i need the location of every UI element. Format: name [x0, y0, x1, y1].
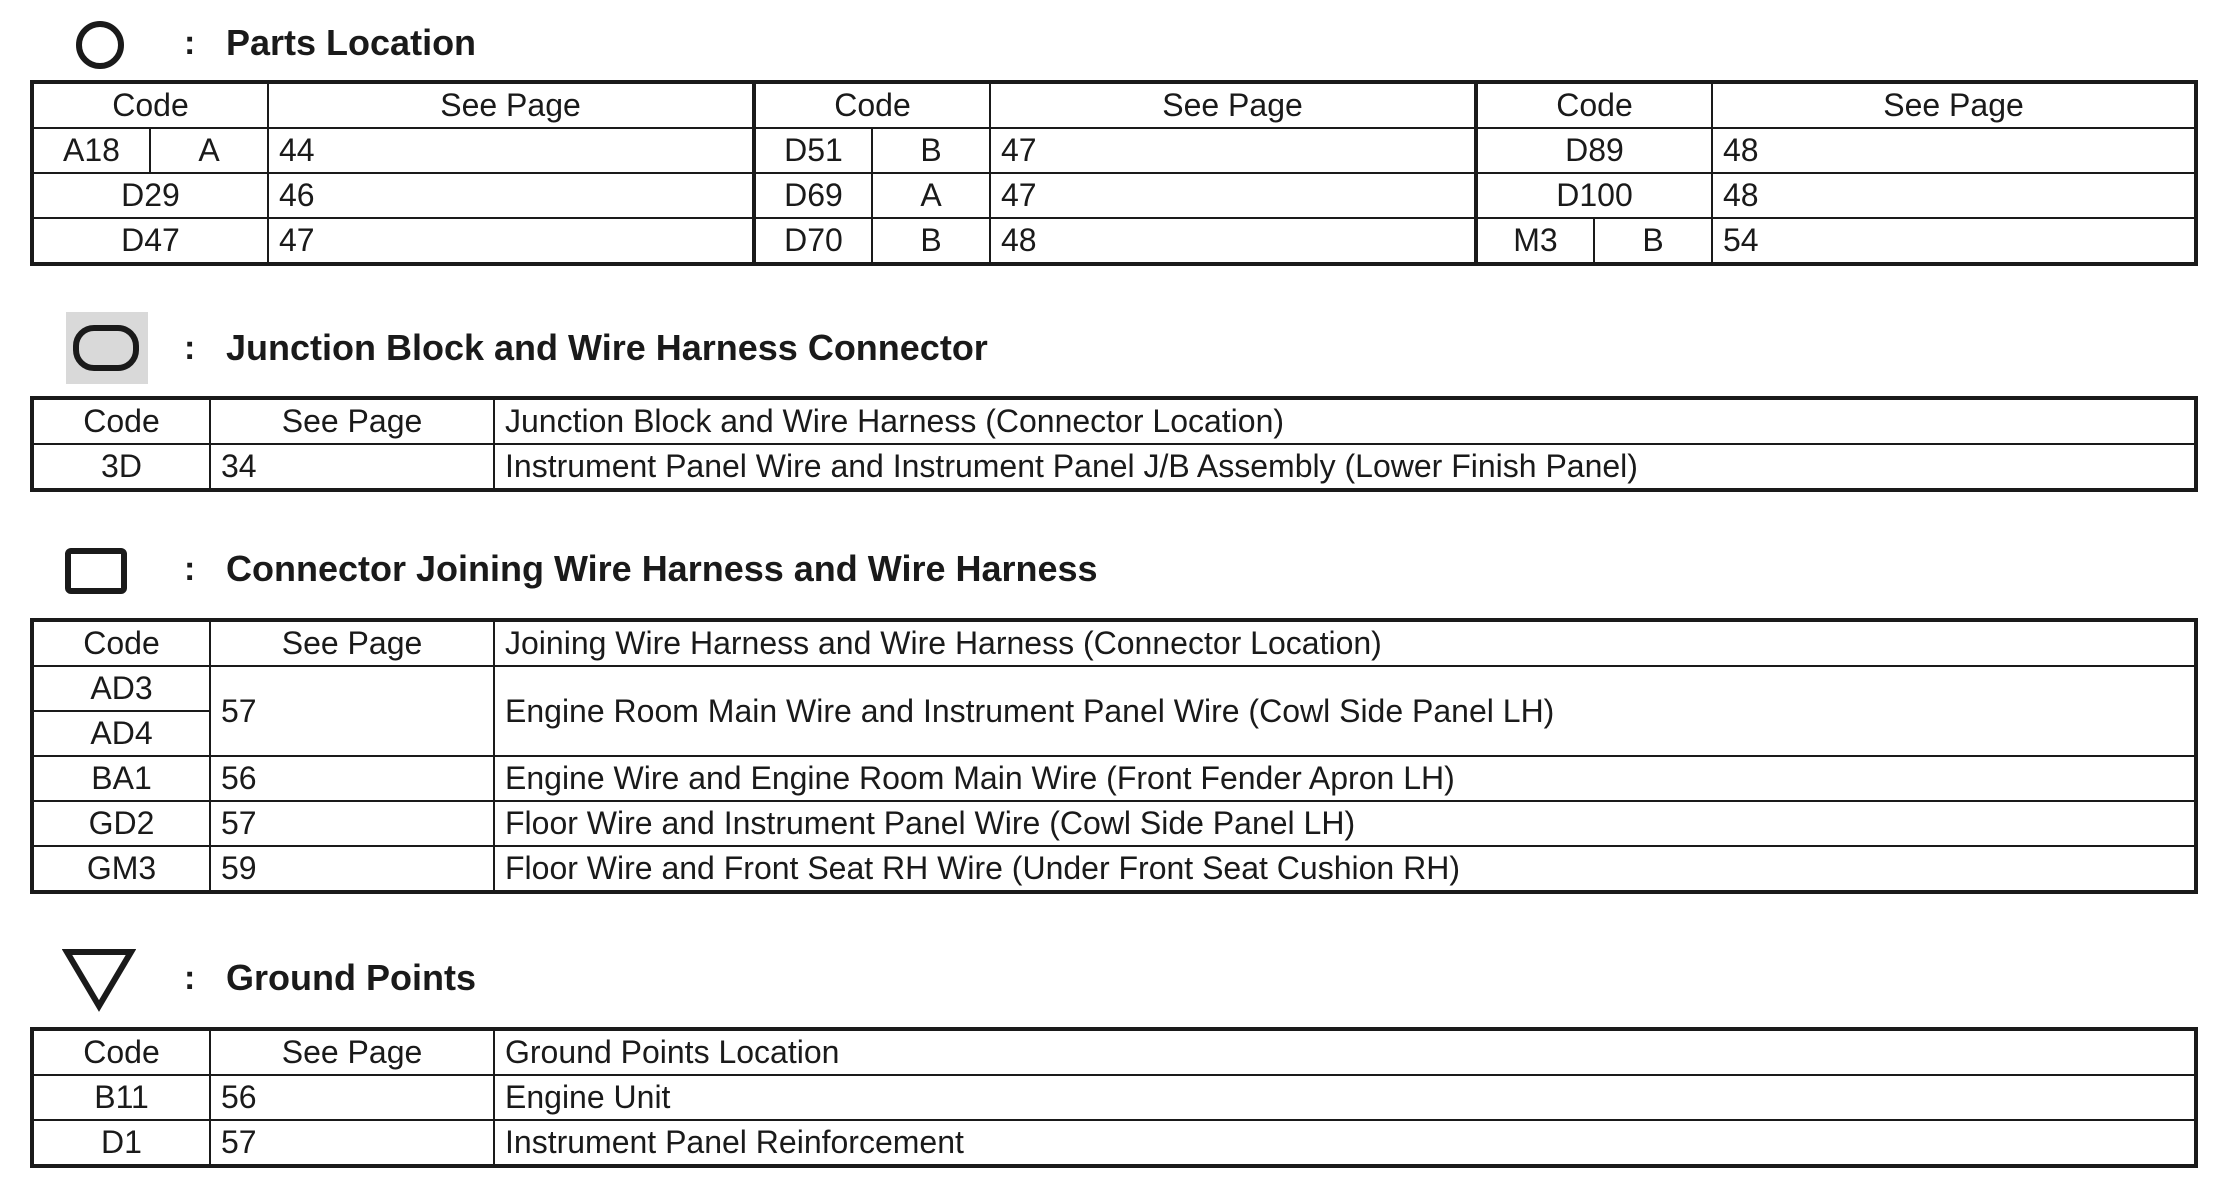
table-row: [32, 218, 2196, 264]
see-page-header: See Page: [210, 398, 494, 444]
parts-location-colon: :: [184, 24, 196, 62]
joining-page: 57: [210, 666, 494, 756]
code-header: Code: [1476, 82, 1712, 128]
table-row: [32, 444, 2196, 490]
joining-page: 57: [210, 801, 494, 846]
location-header: Junction Block and Wire Harness (Connector Location): [494, 398, 2196, 444]
table-header-row: [32, 1029, 2196, 1075]
code-header: Code: [32, 1029, 210, 1075]
table-header-row: [32, 398, 2196, 444]
table-row: [32, 801, 2196, 846]
rounded-rect-icon: [72, 324, 140, 372]
part-suffix: A: [150, 128, 268, 173]
part-code: A18: [32, 128, 150, 173]
part-code: D69: [754, 173, 872, 218]
joining-code: BA1: [32, 756, 210, 801]
location-header: Ground Points Location: [494, 1029, 2196, 1075]
joining-description: Floor Wire and Instrument Panel Wire (Cowl Side Panel LH): [494, 801, 2196, 846]
part-page: 47: [990, 128, 1476, 173]
part-code: M3: [1476, 218, 1594, 264]
table-row: [32, 846, 2196, 892]
junction-page: 34: [210, 444, 494, 490]
part-page: 48: [1712, 128, 2196, 173]
location-header: Joining Wire Harness and Wire Harness (Connector Location): [494, 620, 2196, 666]
junction-block-title: Junction Block and Wire Harness Connector: [226, 327, 988, 368]
joining-description: Engine Wire and Engine Room Main Wire (Front Fender Apron LH): [494, 756, 2196, 801]
code-header: Code: [32, 398, 210, 444]
junction-block-table: [30, 396, 2198, 492]
junction-description: Instrument Panel Wire and Instrument Panel J/B Assembly (Lower Finish Panel): [494, 444, 2196, 490]
part-code: D70: [754, 218, 872, 264]
code-header: Code: [32, 620, 210, 666]
parts-location-title: Parts Location: [226, 22, 477, 63]
part-code: D51: [754, 128, 872, 173]
table-row: [32, 666, 2196, 711]
table-row: [32, 173, 2196, 218]
joining-page: 56: [210, 756, 494, 801]
part-page: 44: [268, 128, 754, 173]
part-page: 48: [1712, 173, 2196, 218]
part-code: D100: [1476, 173, 1712, 218]
parts-location-header: [0, 3, 2222, 83]
table-row: [32, 1120, 2196, 1166]
joining-code: AD4: [32, 711, 210, 756]
connector-joining-title: Connector Joining Wire Harness and Wire Harness: [226, 548, 1098, 589]
rectangle-icon: [64, 547, 128, 595]
ground-points-table: [30, 1027, 2198, 1168]
part-code: D89: [1476, 128, 1712, 173]
ground-page: 56: [210, 1075, 494, 1120]
part-page: 46: [268, 173, 754, 218]
joining-description: Engine Room Main Wire and Instrument Panel Wire (Cowl Side Panel LH): [494, 666, 2196, 756]
ground-points-title: Ground Points: [226, 957, 476, 998]
table-header-row: [32, 82, 2196, 128]
ground-code: B11: [32, 1075, 210, 1120]
part-code: D29: [32, 173, 268, 218]
part-page: 54: [1712, 218, 2196, 264]
connector-joining-header: [0, 529, 2222, 609]
table-header-row: [32, 620, 2196, 666]
ground-points-header: [0, 938, 2222, 1018]
joining-page: 59: [210, 846, 494, 892]
code-header: Code: [32, 82, 268, 128]
see-page-header: See Page: [210, 1029, 494, 1075]
table-row: [32, 128, 2196, 173]
junction-block-colon: :: [184, 329, 196, 367]
ground-description: Instrument Panel Reinforcement: [494, 1120, 2196, 1166]
joining-code: GD2: [32, 801, 210, 846]
junction-block-header: [0, 308, 2222, 388]
circle-outline-icon: [74, 19, 126, 71]
part-suffix: B: [872, 218, 990, 264]
joining-code: GM3: [32, 846, 210, 892]
part-page: 47: [990, 173, 1476, 218]
code-header: Code: [754, 82, 990, 128]
junction-code: 3D: [32, 444, 210, 490]
part-page: 47: [268, 218, 754, 264]
parts-location-table: [30, 80, 2198, 266]
part-page: 48: [990, 218, 1476, 264]
table-row: [32, 1075, 2196, 1120]
down-triangle-icon: [62, 946, 136, 1012]
part-code: D47: [32, 218, 268, 264]
see-page-header: See Page: [1712, 82, 2196, 128]
ground-code: D1: [32, 1120, 210, 1166]
see-page-header: See Page: [990, 82, 1476, 128]
ground-page: 57: [210, 1120, 494, 1166]
ground-points-colon: :: [184, 959, 196, 997]
table-row: [32, 756, 2196, 801]
see-page-header: See Page: [268, 82, 754, 128]
part-suffix: B: [1594, 218, 1712, 264]
joining-code: AD3: [32, 666, 210, 711]
part-suffix: B: [872, 128, 990, 173]
part-suffix: A: [872, 173, 990, 218]
connector-joining-colon: :: [184, 550, 196, 588]
joining-description: Floor Wire and Front Seat RH Wire (Under Front Seat Cushion RH): [494, 846, 2196, 892]
ground-description: Engine Unit: [494, 1075, 2196, 1120]
see-page-header: See Page: [210, 620, 494, 666]
connector-joining-table: [30, 618, 2198, 894]
